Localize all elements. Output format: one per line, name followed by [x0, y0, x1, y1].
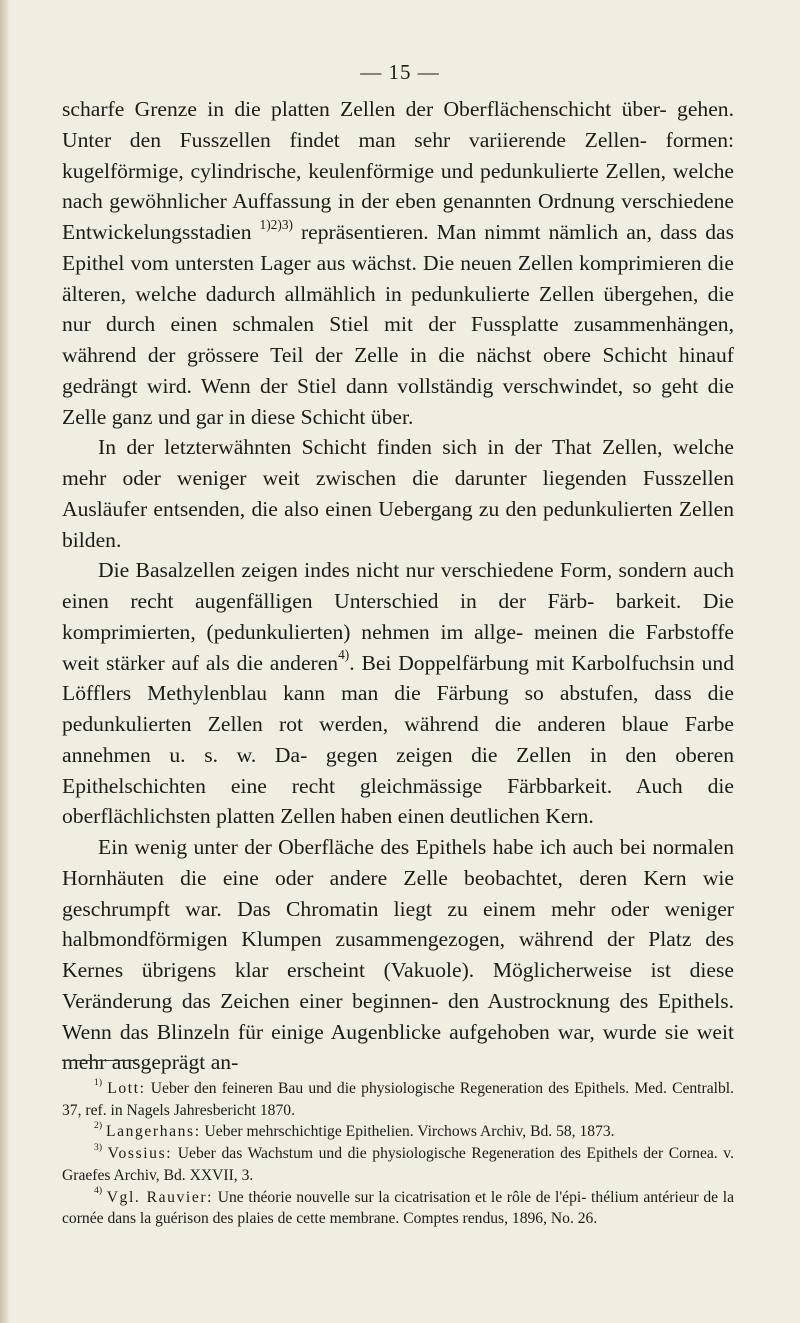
footnotes [62, 1078, 734, 1230]
footnote-ref-1: 1) [259, 216, 271, 232]
binding-edge [0, 0, 10, 1323]
paragraph-4: Ein wenig unter der Oberfläche des Epithels habe ich auch bei normalen Hornhäuten die eine oder andere Zelle beobachtet, deren Kern wie geschrumpft war. Das Chromatin liegt zu einem mehr oder weniger halbmondförmigen Klumpen zusammengezogen, während der Platz des Kernes übrigens klar erscheint (Vakuole). Möglicherweise ist diese Veränderung das Zeichen einer beginnen- den Austrocknung des Epithels. Wenn das Blinzeln für einige Augenblicke aufgehoben war, wurde sie weit mehr ausgeprägt an- [62, 835, 734, 1075]
paragraph-1-text-a: scharfe Grenze in die platten Zellen der Oberflächenschicht über- gehen. Unter den Fusszellen findet man sehr variierende Zellen- formen: kugelförmige, cylindrische, keulenförmige und pedunkulierte Zellen, welche nach gewöhnlicher Auffassung in der eben genannten Ordnung verschiedene Entwickelungsstadien [62, 97, 734, 244]
footnote-ref-4: 4) [338, 647, 350, 663]
footnote-text: Ueber mehrschichtige Epithelien. Virchows Archiv, Bd. 58, 1873. [200, 1123, 615, 1141]
paragraph-1 [62, 94, 734, 432]
footnote-divider [62, 1060, 137, 1061]
footnote-1 [62, 1078, 734, 1121]
paragraph-3-text-a: Die Basalzellen zeigen indes nicht nur verschiedene Form, sondern auch einen recht augenfälligen Unterschied in der Färb- barkeit. Die komprimierten, (pedunkulierten) nehmen im allge- meinen die Farbstoffe weit stärker auf als die anderen [62, 558, 734, 675]
footnote-mark: 1) [94, 1076, 103, 1088]
footnote-ref-2: 2) [270, 216, 282, 232]
footnote-4 [62, 1187, 734, 1230]
footnote-2 [62, 1121, 734, 1143]
page-number: — 15 — [360, 60, 440, 84]
footnote-ref-3: 3) [281, 216, 293, 232]
body-text [62, 94, 734, 1078]
footnote-author: Langerhans: [105, 1123, 201, 1141]
paragraph-3-text-b: . Bei Doppelfärbung mit Karbolfuchsin und Löfflers Methylenblau kann man die Färbung so abstufen, dass die pedunkulierten Zellen rot werden, während die anderen blaue Farbe annehmen u. s. w. Da- gegen zeigen die Zellen in den oberen Epithelschichten eine recht gleichmässige Färbbarkeit. Auch die oberflächlichsten platten Zellen haben einen deutlichen Kern. [62, 650, 734, 829]
footnote-3 [62, 1143, 734, 1186]
footnote-mark: 4) [94, 1185, 103, 1197]
footnote-text: Ueber das Wachstum und die physiologische Regeneration des Epithels der Cornea. v. Graefes Archiv, Bd. XXVII, 3. [62, 1145, 734, 1184]
footnote-author: Vgl. Rauvier: [106, 1188, 214, 1206]
footnote-text: Une théorie nouvelle sur la cicatrisation et le rôle de l'épi- thélium antérieur de la cornée dans la guérison des plaies de cette membrane. Comptes rendus, 1896, No. 26. [62, 1188, 734, 1228]
footnote-mark: 3) [94, 1141, 103, 1153]
paragraph-1-text-b: repräsentieren. Man nimmt nämlich an, dass das Epithel vom untersten Lager aus wächst. Die neuen Zellen komprimieren die älteren, welche dadurch allmählich in pedunkulierte Zellen übergehen, die nur durch einen schmalen Stiel mit der Fussplatte zusammenhängen, während der grössere Teil der Zelle in die nächst obere Schicht hinauf gedrängt wird. Wenn der Stiel dann vollständig verschwindet, so geht die Zelle ganz und gar in diese Schicht über. [62, 220, 734, 429]
paragraph-2: In der letzterwähnten Schicht finden sich in der That Zellen, welche mehr oder weniger weit zwischen die darunter liegenden Fusszellen Ausläufer entsenden, die also einen Uebergang zu den pedunkulierten Zellen bilden. [62, 435, 734, 552]
footnote-author: Lott: [107, 1080, 146, 1097]
footnote-text: Ueber den feineren Bau und die physiologische Regeneration des Epithels. Med. Centralbl. 37, ref. in Nagels Jahresbericht 1870. [62, 1080, 734, 1119]
paragraph-3 [62, 555, 734, 832]
footnote-author: Vossius: [107, 1145, 173, 1163]
footnote-mark: 2) [94, 1120, 103, 1132]
